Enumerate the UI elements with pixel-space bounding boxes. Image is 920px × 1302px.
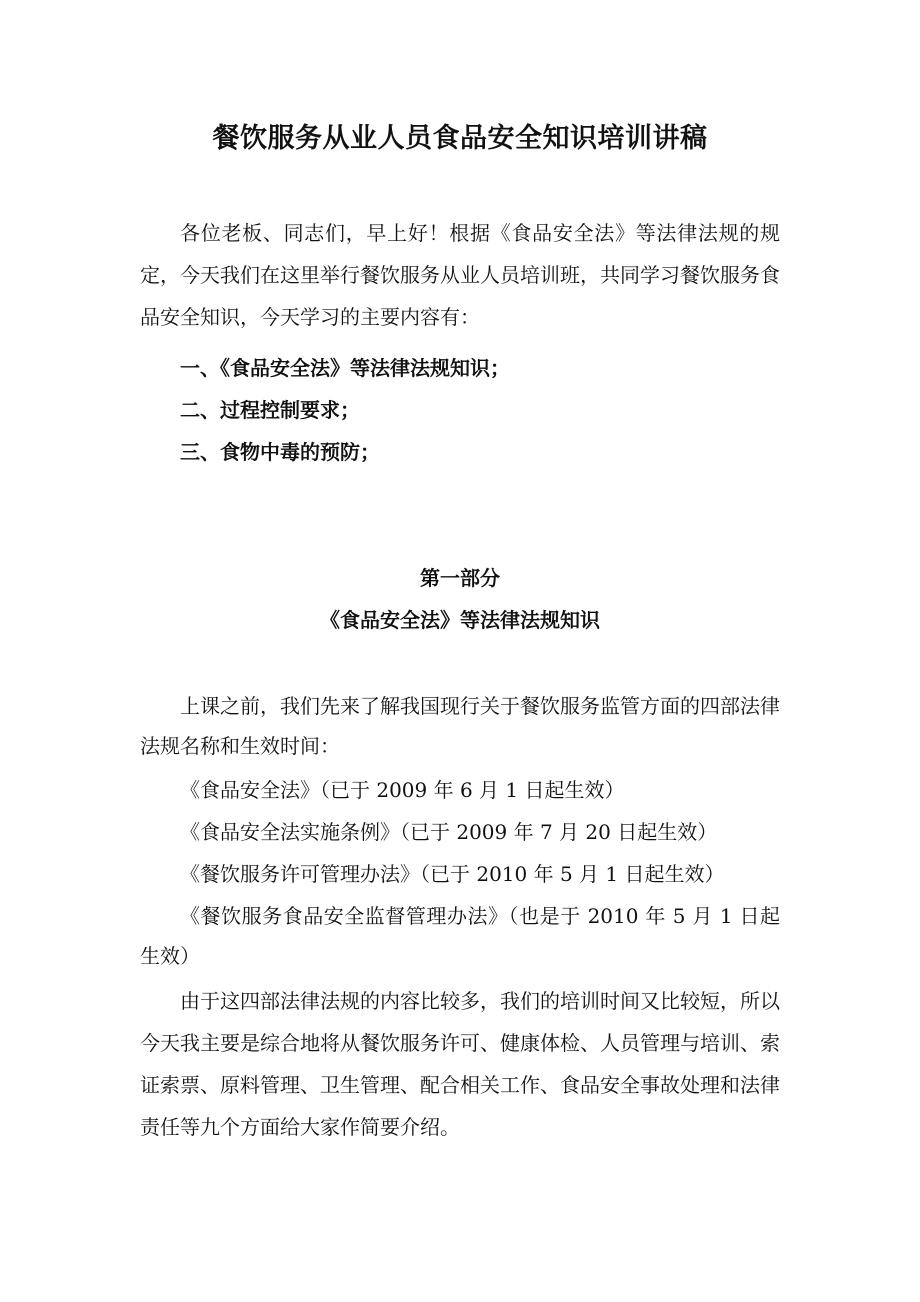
document-title: 餐饮服务从业人员食品安全知识培训讲稿: [212, 123, 708, 154]
outline-item-1: 一、《食品安全法》等法律法规知识；: [180, 356, 510, 380]
part-heading: 第一部分: [420, 566, 500, 590]
outline-item-3: 三、食物中毒的预防；: [180, 440, 380, 464]
closing-paragraph: 由于这四部法律法规的内容比较多，我们的培训时间又比较短，所以今天我主要是综合地将从餐饮服务许可、健康体检、人员管理与培训、索证索票、原料管理、卫生管理、配合相关工作、食品安全事故处理和法律责任等九个方面给大家作简要介绍。: [140, 989, 780, 1139]
law-item-3: 《餐饮服务许可管理办法》（已于 2010 年 5 月 1 日起生效）: [180, 862, 725, 886]
outline-item-2: 二、过程控制要求；: [180, 398, 360, 422]
intro-paragraph: 各位老板、同志们，早上好！根据《食品安全法》等法律法规的规定，今天我们在这里举行餐饮服务从业人员培训班，共同学习餐饮服务食品安全知识，今天学习的主要内容有：: [140, 221, 780, 329]
part-intro-paragraph: 上课之前，我们先来了解我国现行关于餐饮服务监管方面的四部法律法规名称和生效时间：: [140, 694, 780, 758]
part-subheading: 《食品安全法》等法律法规知识: [320, 608, 600, 632]
law-item-4: 《餐饮服务食品安全监督管理办法》（也是于 2010 年 5 月 1 日起生效）: [140, 904, 780, 968]
law-item-2: 《食品安全法实施条例》（已于 2009 年 7 月 20 日起生效）: [180, 820, 718, 844]
law-item-1: 《食品安全法》（已于 2009 年 6 月 1 日起生效）: [180, 778, 625, 802]
